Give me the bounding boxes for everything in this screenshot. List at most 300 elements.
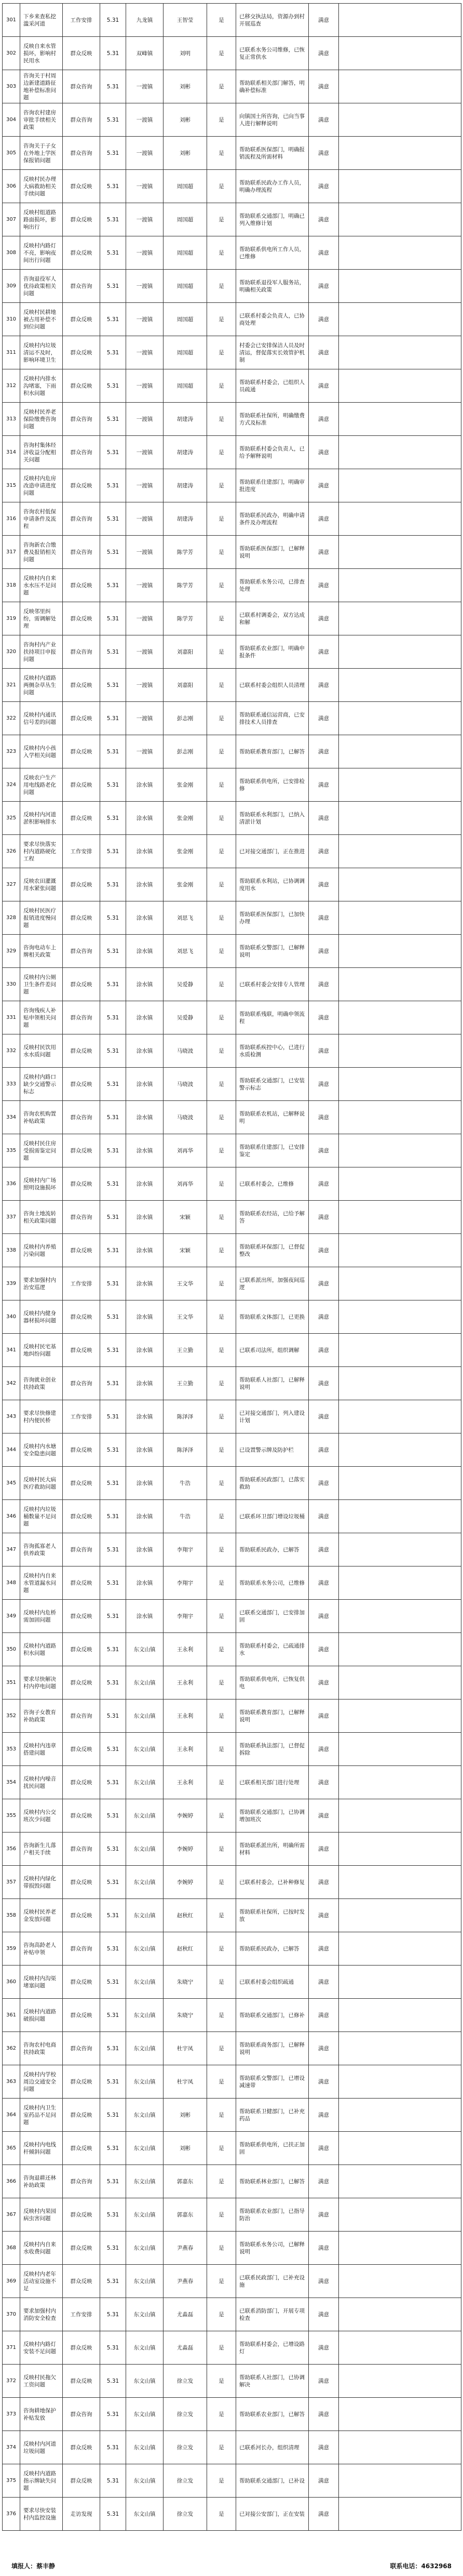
- table-row: [3, 137, 461, 170]
- cell-no: 353: [3, 1733, 20, 1766]
- cell-closed: 是: [207, 1633, 236, 1666]
- cell-category: 群众反映: [63, 2065, 100, 2099]
- table-row: [3, 602, 461, 635]
- cell-date: 5.31: [100, 2165, 126, 2198]
- cell-satisfaction: 满意: [309, 469, 339, 502]
- cell-satisfaction: 满意: [309, 1467, 339, 1500]
- cell-reply: 帮助联系交警部门，已增设减速带: [236, 2065, 309, 2099]
- cell-source: 东文山镇: [126, 2099, 164, 2132]
- cell-blank: [339, 2132, 461, 2165]
- cell-reply: 帮助联系村委会负责人，已给予解释说明: [236, 436, 309, 469]
- cell-blank: [339, 1533, 461, 1566]
- cell-reply: 帮助联系民政办，明确申请条件及办理流程: [236, 502, 309, 536]
- cell-content: 咨询孤寡老人供养政策: [20, 1533, 63, 1566]
- cell-source: 一渡镇: [126, 536, 164, 569]
- cell-content: 反映农田灌溉用水紧张问题: [20, 868, 63, 901]
- cell-date: 5.31: [100, 1101, 126, 1134]
- cell-no: 312: [3, 369, 20, 403]
- cell-blank: [339, 4, 461, 37]
- cell-no: 335: [3, 1134, 20, 1167]
- cell-date: 5.31: [100, 502, 126, 536]
- cell-category: 工作安排: [63, 4, 100, 37]
- cell-source: 涂水镇: [126, 1267, 164, 1300]
- cell-date: 5.31: [100, 236, 126, 270]
- cell-satisfaction: 满意: [309, 1433, 339, 1467]
- cell-blank: [339, 1467, 461, 1500]
- cell-no: 342: [3, 1367, 20, 1400]
- cell-source: 涂水镇: [126, 1001, 164, 1034]
- cell-closed: 是: [207, 1566, 236, 1600]
- table-row: [3, 536, 461, 569]
- cell-category: 群众反映: [63, 1666, 100, 1699]
- cell-handler: 朱晓宁: [164, 1999, 207, 2032]
- cell-blank: [339, 2265, 461, 2298]
- table-row: [3, 735, 461, 768]
- cell-closed: 是: [207, 2331, 236, 2365]
- cell-reply: 帮助联系残联，明确申领流程: [236, 1001, 309, 1034]
- cell-blank: [339, 203, 461, 236]
- cell-handler: 马晓波: [164, 1034, 207, 1068]
- cell-blank: [339, 1367, 461, 1400]
- cell-handler: 周国超: [164, 236, 207, 270]
- cell-no: 360: [3, 1966, 20, 1999]
- cell-category: 群众反映: [63, 569, 100, 602]
- cell-reply: 已联系环卫部门增设垃圾桶: [236, 1500, 309, 1533]
- cell-source: 涂水镇: [126, 802, 164, 835]
- cell-no: 333: [3, 1068, 20, 1101]
- cell-category: 群众咨询: [63, 1001, 100, 1034]
- cell-blank: [339, 802, 461, 835]
- cell-content: 反映村内噪音扰民问题: [20, 1766, 63, 1799]
- cell-reply: 帮助联系住建部门，已安排鉴定: [236, 1134, 309, 1167]
- cell-category: 群众反映: [63, 669, 100, 702]
- cell-category: 群众反映: [63, 469, 100, 502]
- cell-date: 5.31: [100, 203, 126, 236]
- cell-closed: 是: [207, 137, 236, 170]
- cell-blank: [339, 236, 461, 270]
- cell-source: 涂水镇: [126, 1566, 164, 1600]
- cell-handler: 王永利: [164, 1766, 207, 1799]
- table-row: [3, 1234, 461, 1267]
- cell-category: 群众咨询: [63, 270, 100, 303]
- table-row: [3, 569, 461, 602]
- cell-date: 5.31: [100, 37, 126, 70]
- cell-handler: 张金刚: [164, 835, 207, 868]
- cell-category: 走访发现: [63, 2498, 100, 2531]
- cell-no: 308: [3, 236, 20, 270]
- cell-category: 群众咨询: [63, 70, 100, 103]
- cell-content: 要求尽快落实村内道路硬化工程: [20, 835, 63, 868]
- cell-closed: 是: [207, 802, 236, 835]
- cell-date: 5.31: [100, 1833, 126, 1866]
- cell-content: 反映村内电线杆倾斜问题: [20, 2132, 63, 2165]
- cell-handler: 王立勤: [164, 1334, 207, 1367]
- cell-no: 376: [3, 2498, 20, 2531]
- cell-blank: [339, 1600, 461, 1633]
- cell-blank: [339, 2365, 461, 2398]
- cell-no: 319: [3, 602, 20, 635]
- cell-blank: [339, 2099, 461, 2132]
- cell-blank: [339, 1300, 461, 1334]
- cell-blank: [339, 1766, 461, 1799]
- cell-blank: [339, 137, 461, 170]
- cell-satisfaction: 满意: [309, 1001, 339, 1034]
- cell-content: 咨询退耕还林补助政策: [20, 2165, 63, 2198]
- cell-source: 一渡镇: [126, 236, 164, 270]
- cell-content: 反映村民宅基地纠纷问题: [20, 1334, 63, 1367]
- cell-date: 5.31: [100, 1799, 126, 1833]
- cell-no: 321: [3, 669, 20, 702]
- cell-handler: 徐立发: [164, 2431, 207, 2464]
- cell-source: 一渡镇: [126, 170, 164, 203]
- cell-handler: 吴爱静: [164, 968, 207, 1001]
- table-row: [3, 1999, 461, 2032]
- cell-satisfaction: 满意: [309, 602, 339, 635]
- cell-no: 346: [3, 1500, 20, 1533]
- cell-handler: 陈泽泽: [164, 1400, 207, 1433]
- cell-blank: [339, 2331, 461, 2365]
- cell-source: 东文山镇: [126, 1633, 164, 1666]
- cell-content: 咨询耕地保护补贴发放: [20, 2398, 63, 2431]
- cell-content: 反映村内自来水管道漏水问题: [20, 1566, 63, 1600]
- cell-reply: 已联系河长办，组织清理: [236, 2431, 309, 2464]
- cell-satisfaction: 满意: [309, 2165, 339, 2198]
- cell-no: 357: [3, 1866, 20, 1899]
- cell-category: 群众反映: [63, 236, 100, 270]
- cell-source: 东文山镇: [126, 2464, 164, 2498]
- cell-blank: [339, 1633, 461, 1666]
- cell-reply: 帮助联系交通部门，已安装警示标志: [236, 1068, 309, 1101]
- cell-source: 一渡镇: [126, 203, 164, 236]
- cell-source: 涂水镇: [126, 1500, 164, 1533]
- cell-content: 咨询退役军人优待政策相关问题: [20, 270, 63, 303]
- cell-no: 310: [3, 303, 20, 336]
- cell-content: 咨询农机购置补贴政策: [20, 1101, 63, 1134]
- cell-date: 5.31: [100, 1966, 126, 1999]
- cell-closed: 是: [207, 2198, 236, 2232]
- cell-handler: 王智莹: [164, 4, 207, 37]
- cell-date: 5.31: [100, 1134, 126, 1167]
- cell-no: 324: [3, 768, 20, 802]
- cell-blank: [339, 536, 461, 569]
- cell-satisfaction: 满意: [309, 2464, 339, 2498]
- cell-blank: [339, 1999, 461, 2032]
- cell-content: 要求尽快解决村内停电问题: [20, 1666, 63, 1699]
- cell-satisfaction: 满意: [309, 303, 339, 336]
- cell-satisfaction: 满意: [309, 2232, 339, 2265]
- cell-source: 东文山镇: [126, 1666, 164, 1699]
- cell-handler: 徐立发: [164, 2498, 207, 2531]
- cell-content: 反映村内道路指示牌缺失问题: [20, 2464, 63, 2498]
- cell-no: 348: [3, 1566, 20, 1600]
- cell-source: 一渡镇: [126, 369, 164, 403]
- cell-source: 一渡镇: [126, 403, 164, 436]
- table-row: [3, 1666, 461, 1699]
- cell-reply: 村委会已安排保洁人员及时清运，督促落实长效管护机制: [236, 336, 309, 369]
- cell-category: 群众反映: [63, 2365, 100, 2398]
- cell-source: 涂水镇: [126, 935, 164, 968]
- cell-blank: [339, 1034, 461, 1068]
- cell-handler: 彭志刚: [164, 702, 207, 735]
- cell-source: 涂水镇: [126, 1467, 164, 1500]
- cell-source: 涂水镇: [126, 1334, 164, 1367]
- cell-date: 5.31: [100, 835, 126, 868]
- cell-date: 5.31: [100, 170, 126, 203]
- cell-blank: [339, 1201, 461, 1234]
- cell-no: 313: [3, 403, 20, 436]
- cell-handler: 陈泽泽: [164, 1433, 207, 1467]
- cell-category: 工作安排: [63, 835, 100, 868]
- cell-satisfaction: 满意: [309, 1899, 339, 1932]
- cell-satisfaction: 满意: [309, 1134, 339, 1167]
- phone-label: 联系电话：4632968: [390, 2562, 452, 2570]
- cell-handler: 胡建涛: [164, 436, 207, 469]
- cell-content: 反映农户生产用电线路老化问题: [20, 768, 63, 802]
- cell-handler: 李翔宇: [164, 1600, 207, 1633]
- cell-source: 涂水镇: [126, 1101, 164, 1134]
- cell-satisfaction: 满意: [309, 1999, 339, 2032]
- cell-reply: 帮助联系教育部门，已解释说明: [236, 1699, 309, 1733]
- cell-closed: 是: [207, 536, 236, 569]
- cell-source: 一渡镇: [126, 602, 164, 635]
- cell-content: 反映村内养殖污染问题: [20, 1234, 63, 1267]
- cell-handler: 郭嘉东: [164, 2165, 207, 2198]
- cell-content: 咨询残疾人补贴申领相关问题: [20, 1001, 63, 1034]
- cell-content: 反映村内卫生室药品不足问题: [20, 2099, 63, 2132]
- cell-blank: [339, 702, 461, 735]
- cell-content: 反映村内广场照明设施损坏: [20, 1167, 63, 1201]
- cell-handler: 李婉婷: [164, 1799, 207, 1833]
- cell-no: 368: [3, 2232, 20, 2265]
- cell-category: 群众反映: [63, 1167, 100, 1201]
- cell-satisfaction: 满意: [309, 1300, 339, 1334]
- cell-no: 370: [3, 2298, 20, 2331]
- cell-satisfaction: 满意: [309, 1034, 339, 1068]
- cell-handler: 陈学芳: [164, 569, 207, 602]
- table-row: [3, 103, 461, 137]
- cell-handler: 周国超: [164, 336, 207, 369]
- cell-source: 涂水镇: [126, 968, 164, 1001]
- cell-no: 317: [3, 536, 20, 569]
- cell-date: 5.31: [100, 868, 126, 901]
- cell-reply: 帮助联系医保部门，已加快办理: [236, 901, 309, 935]
- cell-category: 群众反映: [63, 1966, 100, 1999]
- cell-category: 工作安排: [63, 1400, 100, 1433]
- cell-reply: 已对接公安部门，正在安装: [236, 2498, 309, 2531]
- cell-satisfaction: 满意: [309, 2365, 339, 2398]
- table-row: [3, 835, 461, 868]
- cell-closed: 是: [207, 702, 236, 735]
- cell-date: 5.31: [100, 1533, 126, 1566]
- cell-satisfaction: 满意: [309, 1367, 339, 1400]
- cell-source: 一渡镇: [126, 669, 164, 702]
- cell-no: 363: [3, 2065, 20, 2099]
- cell-satisfaction: 满意: [309, 1068, 339, 1101]
- cell-handler: 陈学芳: [164, 536, 207, 569]
- cell-content: 反映村内违章搭建问题: [20, 1733, 63, 1766]
- cell-date: 5.31: [100, 1334, 126, 1367]
- cell-reply: 帮助联系水务公司，已解释说明: [236, 2232, 309, 2265]
- cell-blank: [339, 336, 461, 369]
- cell-source: 一渡镇: [126, 436, 164, 469]
- cell-content: 咨询子女教育补助政策: [20, 1699, 63, 1733]
- cell-handler: 王永利: [164, 1666, 207, 1699]
- cell-no: 347: [3, 1533, 20, 1566]
- cell-date: 5.31: [100, 403, 126, 436]
- cell-date: 5.31: [100, 4, 126, 37]
- cell-reply: 已联系交通部门，已安排加固: [236, 1600, 309, 1633]
- cell-handler: 陈学芳: [164, 602, 207, 635]
- cell-source: 涂水镇: [126, 1134, 164, 1167]
- cell-handler: 彭志刚: [164, 735, 207, 768]
- cell-handler: 刘彬: [164, 70, 207, 103]
- cell-content: 反映村内垃圾桶数量不足问题: [20, 1500, 63, 1533]
- cell-content: 咨询高龄老人补贴申领: [20, 1932, 63, 1966]
- cell-content: 反映村内危桥需加固问题: [20, 1600, 63, 1633]
- table-row: [3, 2132, 461, 2165]
- cell-category: 群众反映: [63, 1467, 100, 1500]
- cell-category: 群众反映: [63, 1633, 100, 1666]
- cell-closed: 是: [207, 1134, 236, 1167]
- cell-category: 群众反映: [63, 170, 100, 203]
- cell-category: 群众咨询: [63, 935, 100, 968]
- cell-no: 306: [3, 170, 20, 203]
- cell-content: 反映村内绿化带损毁问题: [20, 1866, 63, 1899]
- cell-blank: [339, 1699, 461, 1733]
- cell-no: 309: [3, 270, 20, 303]
- cell-date: 5.31: [100, 2065, 126, 2099]
- cell-reply: 帮助联系卫健部门，已补充药品: [236, 2099, 309, 2132]
- cell-reply: 帮助联系农业部门，明确申报条件: [236, 635, 309, 669]
- cell-category: 群众反映: [63, 1334, 100, 1367]
- cell-category: 群众咨询: [63, 502, 100, 536]
- cell-blank: [339, 103, 461, 137]
- cell-reply: 帮助联系供电所工作人员，已维修: [236, 236, 309, 270]
- cell-no: 341: [3, 1334, 20, 1367]
- cell-closed: 是: [207, 270, 236, 303]
- cell-closed: 是: [207, 1267, 236, 1300]
- cell-blank: [339, 2198, 461, 2232]
- cell-reply: 帮助联系退役军人服务站，明确相关政策: [236, 270, 309, 303]
- cell-category: 群众咨询: [63, 1699, 100, 1733]
- cell-date: 5.31: [100, 1733, 126, 1766]
- cell-no: 325: [3, 802, 20, 835]
- cell-satisfaction: 满意: [309, 2331, 339, 2365]
- cell-category: 群众反映: [63, 37, 100, 70]
- cell-closed: 是: [207, 569, 236, 602]
- cell-date: 5.31: [100, 768, 126, 802]
- cell-blank: [339, 1666, 461, 1699]
- cell-category: 群众反映: [63, 1733, 100, 1766]
- cell-content: 反映村内水塘安全隐患问题: [20, 1433, 63, 1467]
- cell-source: 东文山镇: [126, 1866, 164, 1899]
- cell-content: 反映村内路灯安装不足问题: [20, 2331, 63, 2365]
- cell-date: 5.31: [100, 2365, 126, 2398]
- cell-satisfaction: 满意: [309, 403, 339, 436]
- cell-no: 356: [3, 1833, 20, 1866]
- cell-category: 群众反映: [63, 1799, 100, 1833]
- cell-no: 323: [3, 735, 20, 768]
- cell-content: 要求尽快修建村内便民桥: [20, 1400, 63, 1433]
- table-row: [3, 2032, 461, 2065]
- table-body: [3, 4, 461, 2531]
- cell-category: 群众反映: [63, 2099, 100, 2132]
- cell-closed: 是: [207, 1201, 236, 1234]
- cell-date: 5.31: [100, 735, 126, 768]
- table-row: [3, 1334, 461, 1367]
- cell-no: 332: [3, 1034, 20, 1068]
- cell-content: 咨询新农合缴费及报销相关问题: [20, 536, 63, 569]
- footer: [11, 2560, 452, 2571]
- cell-content: 反映村民住房受损需鉴定问题: [20, 1134, 63, 1167]
- cell-satisfaction: 满意: [309, 1966, 339, 1999]
- cell-category: 群众咨询: [63, 536, 100, 569]
- cell-handler: 牛浩: [164, 1467, 207, 1500]
- table-row: [3, 802, 461, 835]
- cell-reply: 已联系村委会组织人员清理: [236, 669, 309, 702]
- cell-satisfaction: 满意: [309, 1267, 339, 1300]
- cell-date: 5.31: [100, 669, 126, 702]
- cell-source: 东文山镇: [126, 1733, 164, 1766]
- table-row: [3, 336, 461, 369]
- table-row: [3, 1766, 461, 1799]
- cell-satisfaction: 满意: [309, 868, 339, 901]
- cell-blank: [339, 1068, 461, 1101]
- cell-reply: 帮助联系交警部门，已解释说明: [236, 935, 309, 968]
- cell-satisfaction: 满意: [309, 1699, 339, 1733]
- cell-blank: [339, 1234, 461, 1267]
- cell-date: 5.31: [100, 2099, 126, 2132]
- cell-closed: 是: [207, 70, 236, 103]
- cell-satisfaction: 满意: [309, 935, 339, 968]
- cell-handler: 张金刚: [164, 768, 207, 802]
- table-row: [3, 2298, 461, 2331]
- cell-content: 反映村内果园病虫害问题: [20, 2198, 63, 2232]
- table-row: [3, 1533, 461, 1566]
- cell-reply: 帮助联系供电所，已扶正加固: [236, 2132, 309, 2165]
- cell-closed: 是: [207, 1932, 236, 1966]
- table-row: [3, 868, 461, 901]
- cell-closed: 是: [207, 1500, 236, 1533]
- cell-blank: [339, 469, 461, 502]
- table-row: [3, 2265, 461, 2298]
- cell-content: 咨询新生儿落户相关手续: [20, 1833, 63, 1866]
- cell-date: 5.31: [100, 2498, 126, 2531]
- cell-category: 群众反映: [63, 1034, 100, 1068]
- cell-no: 344: [3, 1433, 20, 1467]
- cell-satisfaction: 满意: [309, 702, 339, 735]
- cell-category: 群众反映: [63, 1134, 100, 1167]
- cell-content: 反映村内道路积水问题: [20, 1633, 63, 1666]
- cell-reply: 帮助联系通信运营商，已安排技术人员排查: [236, 702, 309, 735]
- cell-satisfaction: 满意: [309, 1633, 339, 1666]
- cell-closed: 是: [207, 868, 236, 901]
- cell-no: 367: [3, 2198, 20, 2232]
- table-row: [3, 1068, 461, 1101]
- cell-blank: [339, 170, 461, 203]
- cell-content: 反映村内河道淤积影响排水: [20, 802, 63, 835]
- cell-date: 5.31: [100, 536, 126, 569]
- cell-source: 涂水镇: [126, 1201, 164, 1234]
- cell-no: 354: [3, 1766, 20, 1799]
- cell-handler: 刘彬: [164, 137, 207, 170]
- cell-closed: 是: [207, 1833, 236, 1866]
- cell-satisfaction: 满意: [309, 835, 339, 868]
- cell-satisfaction: 满意: [309, 170, 339, 203]
- cell-date: 5.31: [100, 1068, 126, 1101]
- cell-closed: 是: [207, 103, 236, 137]
- cell-source: 涂水镇: [126, 1167, 164, 1201]
